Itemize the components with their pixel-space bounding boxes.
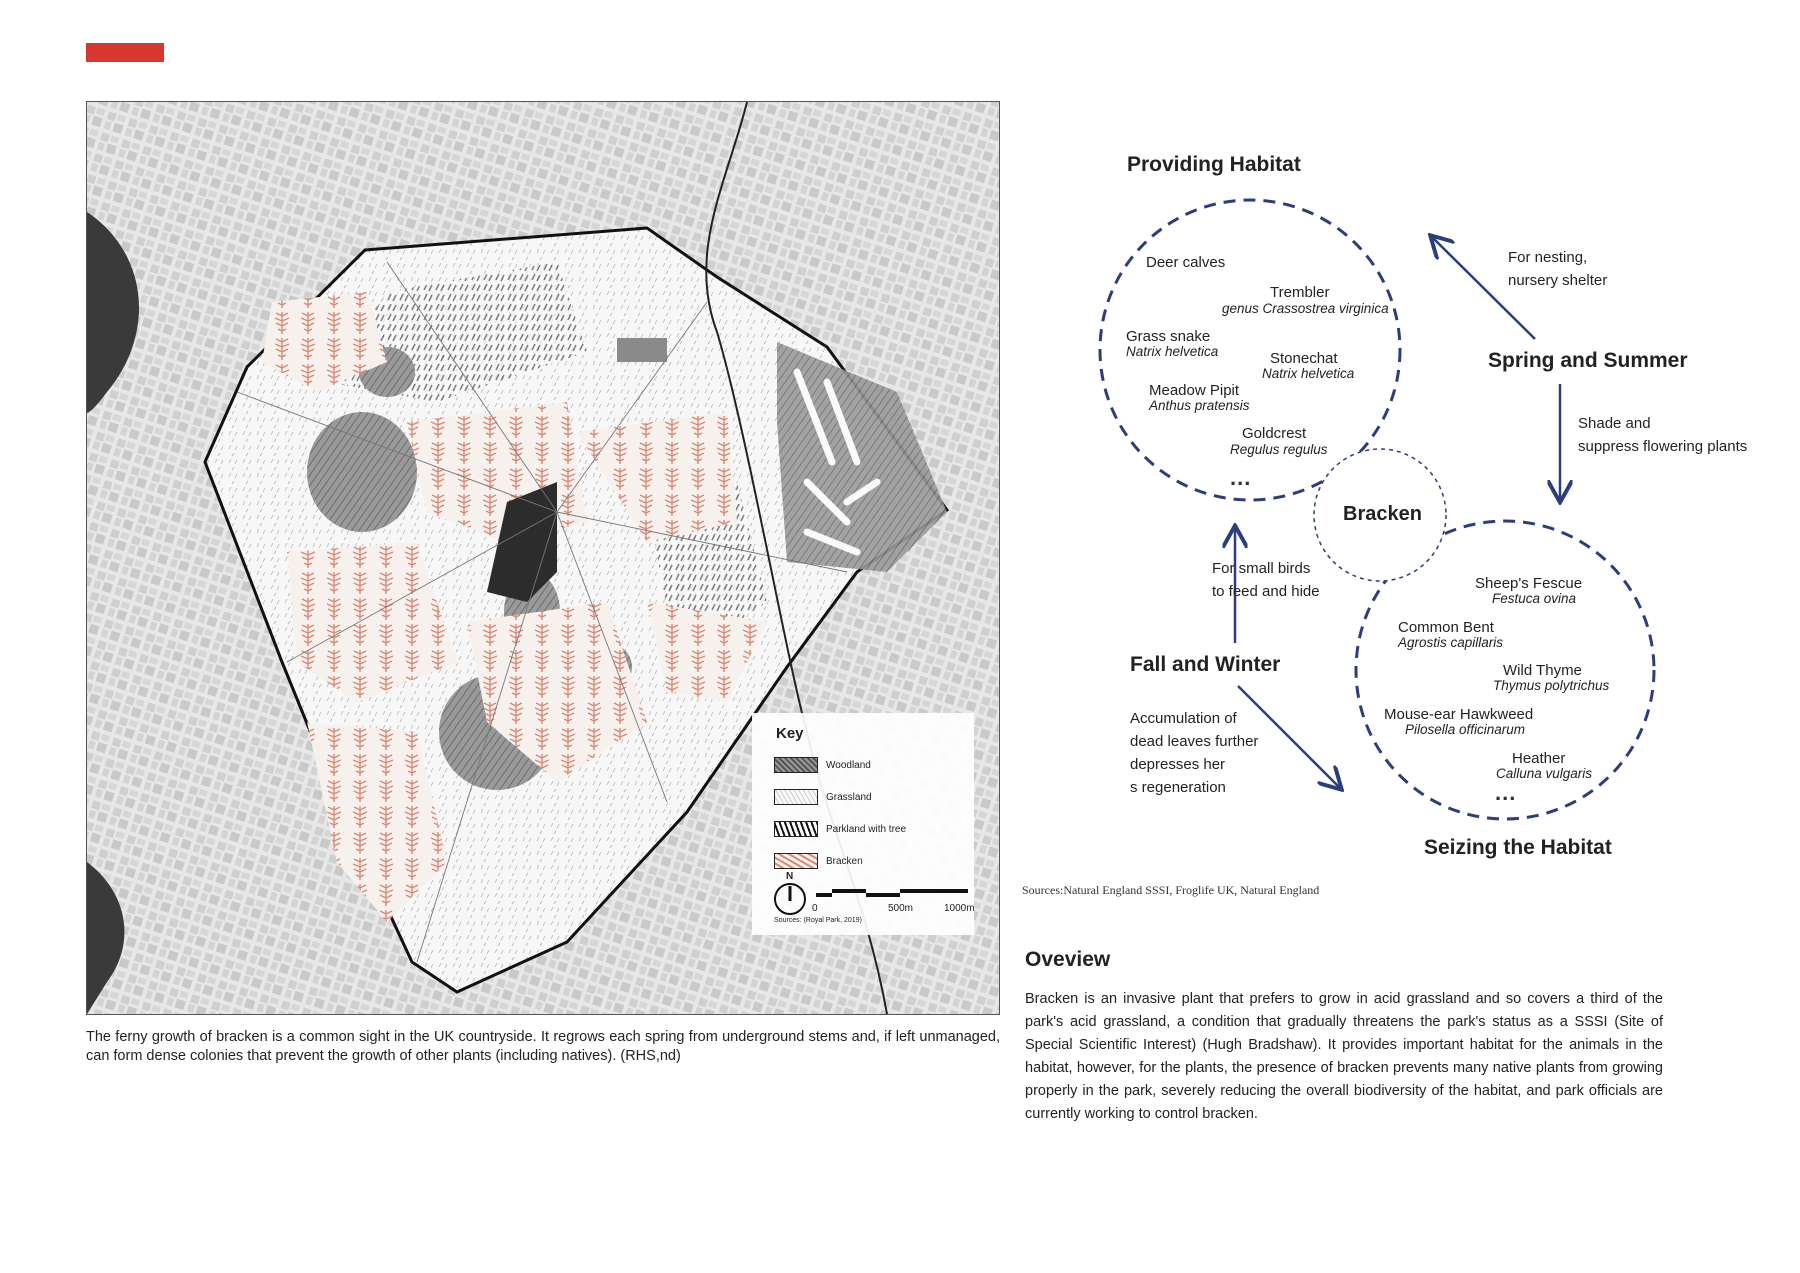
map-caption: The ferny growth of bracken is a common sight in the UK countryside. It regrows each spring from underground stems and, if left unmanaged, can form dense colonies that prevent the growth of other plants (including natives). (RHS,nd) bbox=[86, 1029, 1000, 1064]
key-label: Woodland bbox=[826, 759, 871, 771]
bracken-label: Bracken bbox=[1343, 503, 1422, 525]
species-goldcrest: Goldcrest bbox=[1242, 425, 1307, 442]
fall-winter-label: Fall and Winter bbox=[1130, 653, 1281, 676]
habitat-title: Providing Habitat bbox=[1127, 153, 1301, 176]
park-map bbox=[86, 101, 1000, 1015]
key-label: Bracken bbox=[826, 855, 863, 867]
species-mouse-ear-hawkweed: Mouse-ear Hawkweed bbox=[1384, 706, 1534, 723]
species-sheeps-fescue-sci: Festuca ovina bbox=[1492, 591, 1577, 606]
species-goldcrest-sci: Regulus regulus bbox=[1230, 442, 1328, 457]
habitat-ellipsis: ... bbox=[1230, 465, 1252, 490]
map-source: Sources: (Royal Park, 2019) bbox=[774, 917, 862, 924]
seize-title: Seizing the Habitat bbox=[1424, 836, 1612, 859]
sources-note: Sources:Natural England SSSI, Froglife UK, Natural England bbox=[1022, 883, 1320, 897]
map-key bbox=[752, 713, 974, 935]
species-heather-sci: Calluna vulgaris bbox=[1496, 766, 1593, 781]
species-grass-snake: Grass snake bbox=[1126, 328, 1211, 345]
species-stonechat: Stonechat bbox=[1270, 350, 1338, 367]
species-grass-snake-sci: Natrix helvetica bbox=[1126, 344, 1219, 359]
scale-label-0: 0 bbox=[812, 903, 818, 914]
species-common-bent-sci: Agrostis capillaris bbox=[1398, 635, 1504, 650]
fall-note-bottom: Accumulation of dead leaves further depresses her s regeneration bbox=[1130, 710, 1259, 796]
species-wild-thyme: Wild Thyme bbox=[1503, 662, 1582, 679]
species-stonechat-sci: Natrix helvetica bbox=[1262, 366, 1355, 381]
scale-label-1000: 1000m bbox=[944, 903, 975, 914]
species-heather: Heather bbox=[1512, 750, 1566, 767]
scale-label-500: 500m bbox=[888, 903, 914, 914]
species-meadow-pipit: Meadow Pipit bbox=[1149, 382, 1240, 399]
spring-note-top: For nesting, nursery shelter bbox=[1508, 249, 1608, 289]
compass-and-scale bbox=[752, 713, 974, 935]
species-sheeps-fescue: Sheep's Fescue bbox=[1475, 575, 1583, 592]
key-label: Grassland bbox=[826, 791, 872, 803]
seize-ellipsis: ... bbox=[1495, 780, 1517, 805]
species-wild-thyme-sci: Thymus polytrichus bbox=[1493, 678, 1610, 693]
species-deer-calves: Deer calves bbox=[1146, 254, 1226, 271]
bracken-cycle-diagram bbox=[1000, 120, 1800, 920]
key-title: Key bbox=[776, 725, 804, 742]
species-trembler: Trembler bbox=[1270, 284, 1330, 301]
overview-title: Oveview bbox=[1025, 948, 1111, 971]
accent-bar bbox=[86, 43, 164, 62]
fall-note-top: For small birds to feed and hide bbox=[1212, 560, 1320, 600]
species-meadow-pipit-sci: Anthus pratensis bbox=[1149, 398, 1250, 413]
species-common-bent: Common Bent bbox=[1398, 619, 1494, 636]
key-label: Parkland with tree bbox=[826, 823, 907, 835]
spring-summer-label: Spring and Summer bbox=[1488, 349, 1688, 372]
north-label: N bbox=[786, 871, 794, 882]
species-mouse-ear-hawkweed-sci: Pilosella officinarum bbox=[1405, 722, 1526, 737]
species-trembler-sci: genus Crassostrea virginica bbox=[1222, 301, 1389, 316]
overview-text: Bracken is an invasive plant that prefers to grow in acid grassland and so covers a third of the park's acid grassland, a condition that gradually threatens the park's status as a SSSI (Site of Special Scientific Interest) (Hugh Bradshaw). It provides important habitat for the animals in the habitat, however, for the plants, the presence of bracken prevents many native plants from growing properly in the park, severely reducing the overall biodiversity of the habitat, and park officials are currently working to control bracken. bbox=[1025, 991, 1663, 1122]
spring-note-right: Shade and suppress flowering plants bbox=[1578, 415, 1748, 455]
